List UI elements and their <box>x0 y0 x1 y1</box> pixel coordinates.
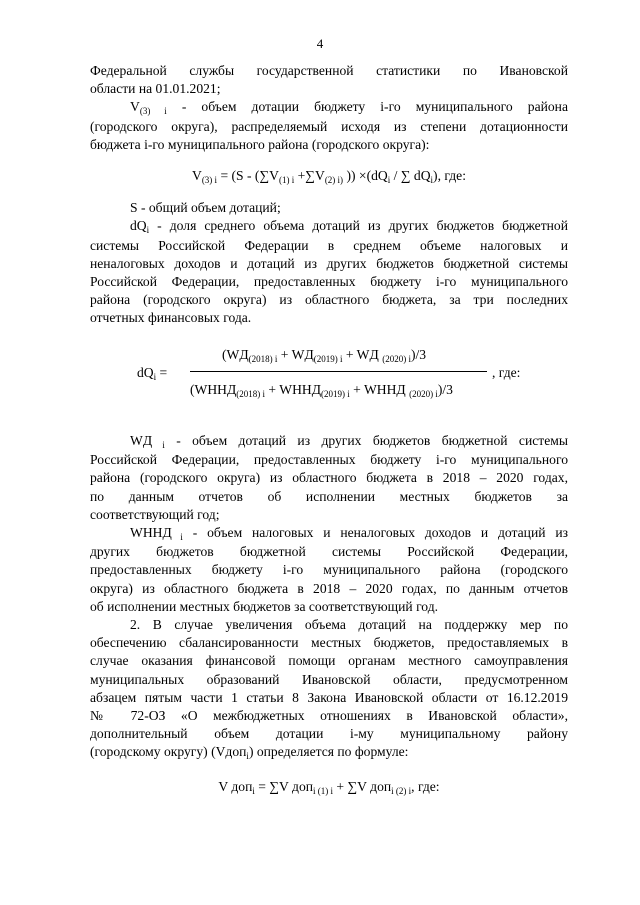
formula-subscript: i <box>252 785 255 796</box>
formula-part: , где: <box>411 778 440 794</box>
dq-definition <box>90 217 568 236</box>
formula-subscript: (2020) i <box>409 389 438 399</box>
formula-part: = ∑V доп <box>254 778 314 794</box>
formula-subscript: i <box>153 372 157 382</box>
text-line: 2. В случае увеличения объема дотаций на поддержку мер по <box>130 617 568 633</box>
formula-part: )) ×(dQ <box>343 168 388 184</box>
formula-part: V доп <box>218 778 253 794</box>
formula-subscript: (1) i <box>278 175 295 186</box>
text-line: случае оказания финансовой помощи органам местного самоуправления <box>90 653 568 669</box>
text-line: предоставленных бюджету i-го муниципального района (городского <box>90 562 568 578</box>
text-subscript: i <box>246 751 249 762</box>
text-line: системы Российской Федерации в среднем объеме налоговых и <box>90 237 568 253</box>
text-line: соответствующий год; <box>90 506 220 522</box>
formula-subscript: i (2) i <box>391 785 412 796</box>
formula-subscript: (2018) i <box>236 389 266 399</box>
text-line: Федеральной службы государственной статистики по Ивановской <box>90 63 568 78</box>
text-line: дополнительный объем дотации i-му муниципальному району <box>90 726 568 742</box>
wd-symbol: WД <box>130 433 153 448</box>
text-line: об исполнении местных бюджетов за соответствующий год. <box>90 598 439 614</box>
text-line: района (городского округа) из областного бюджета, за три последних <box>90 292 568 308</box>
fraction-lhs <box>137 365 167 381</box>
wnnd-subscript: i <box>171 532 183 543</box>
text-part: (городскому округу) (Vдоп <box>90 744 247 760</box>
text-line: абзацем пятым части 1 статьи 8 Закона Ивановской области от 16.12.2019 <box>90 689 568 705</box>
text-line: обеспечению сбалансированности местных бюджетов, предоставляемых в <box>90 635 568 651</box>
formula-part: ), где: <box>433 168 466 184</box>
text-line: Российской Федерации, предоставленных бюджету i-го муниципального <box>90 274 568 290</box>
text-line <box>90 743 568 762</box>
text-line: муниципальных образований Ивановской области, предусмотренном <box>90 671 568 687</box>
dq-subscript: i <box>146 225 150 236</box>
formula-part: +∑V <box>294 168 325 184</box>
text-line: по данным отчетов об исполнении местных бюджетов за <box>90 488 568 504</box>
text-line: отчетных финансовых года. <box>90 310 252 326</box>
text-line: других бюджетов бюджетной системы Российской Федерации, <box>90 544 568 560</box>
formula-vdop <box>90 778 568 797</box>
formula-subscript: i <box>387 175 391 186</box>
formula-subscript: (2020) i <box>382 354 411 364</box>
formula-part: + ∑V доп <box>333 778 392 794</box>
text-line: области на 01.01.2021; <box>90 81 221 97</box>
wd-subscript: i <box>152 440 165 450</box>
formula-part: + WД <box>277 347 314 362</box>
formula-v3 <box>90 167 568 186</box>
text-line: района (городского округа) из областного бюджета в 2018 – 2020 годах, <box>90 470 568 486</box>
formula-subscript: (2019) i <box>320 389 350 399</box>
wd-description: - объем дотаций из других бюджетов бюджетной системы <box>164 433 568 448</box>
formula-part: (WННД <box>190 382 237 397</box>
v3-definition <box>90 98 568 117</box>
formula-subscript: (2018) i <box>248 354 278 364</box>
text-part: ) определяется по формуле: <box>248 744 409 760</box>
v3-symbol: V <box>130 99 140 115</box>
text-line: бюджета i-го муниципального района (городского округа): <box>90 136 430 152</box>
fraction-numerator <box>222 347 426 363</box>
text-line: округа) из областного бюджета в 2018 – 2020 годах, по данным отчетов <box>90 580 568 596</box>
dq-symbol: dQ <box>130 218 147 234</box>
text-line: (городского округа), распределяемый исходя из степени дотационности <box>90 118 568 134</box>
formula-part: / ∑ dQ <box>390 168 431 184</box>
v3-description: - объем дотации бюджету i-го муниципального района <box>166 99 568 115</box>
formula-part: dQ <box>137 365 154 380</box>
formula-subscript: (2019) i <box>313 354 343 364</box>
formula-part: = (S - (∑V <box>217 168 279 184</box>
page-number: 4 <box>316 36 324 51</box>
formula-subscript: i <box>430 175 434 186</box>
formula-part: )/3 <box>437 382 453 397</box>
document-body <box>90 62 568 328</box>
formula-subscript: (2) i) <box>324 175 344 186</box>
fraction-denominator <box>190 382 453 398</box>
formula-subscript: (3) i <box>201 175 218 186</box>
formula-subscript: i (1) i <box>313 785 334 796</box>
fraction-rhs: , где: <box>492 365 521 380</box>
formula-part: V <box>191 168 202 184</box>
v3-subscript: (3) i <box>139 106 167 117</box>
formula-part: )/3 <box>410 347 427 362</box>
formula-part: = <box>156 365 168 380</box>
wd-definition <box>90 432 568 451</box>
formula-part: + WННД <box>349 382 410 397</box>
document-body-lower <box>90 432 568 797</box>
dq-description: - доля среднего объема дотаций из других бюджетов бюджетной <box>149 218 568 234</box>
formula-part: + WД <box>342 347 383 362</box>
wnnd-definition <box>90 524 568 543</box>
wnnd-symbol: WННД <box>130 525 172 541</box>
formula-part: (WД <box>222 347 249 362</box>
fraction-bar <box>190 371 487 372</box>
text-line: № 72-ОЗ «О межбюджетных отношениях в Ивановской области», <box>90 708 568 724</box>
text-line: неналоговых доходов и дотаций из других бюджетов бюджетной системы <box>90 255 568 271</box>
wnnd-description: - объем налоговых и неналоговых доходов и дотаций из <box>182 525 568 541</box>
s-definition: S - общий объем дотаций; <box>130 200 281 216</box>
text-line: Российской Федерации, предоставленных бюджету i-го муниципального <box>90 452 568 468</box>
formula-part: + WННД <box>265 382 321 397</box>
